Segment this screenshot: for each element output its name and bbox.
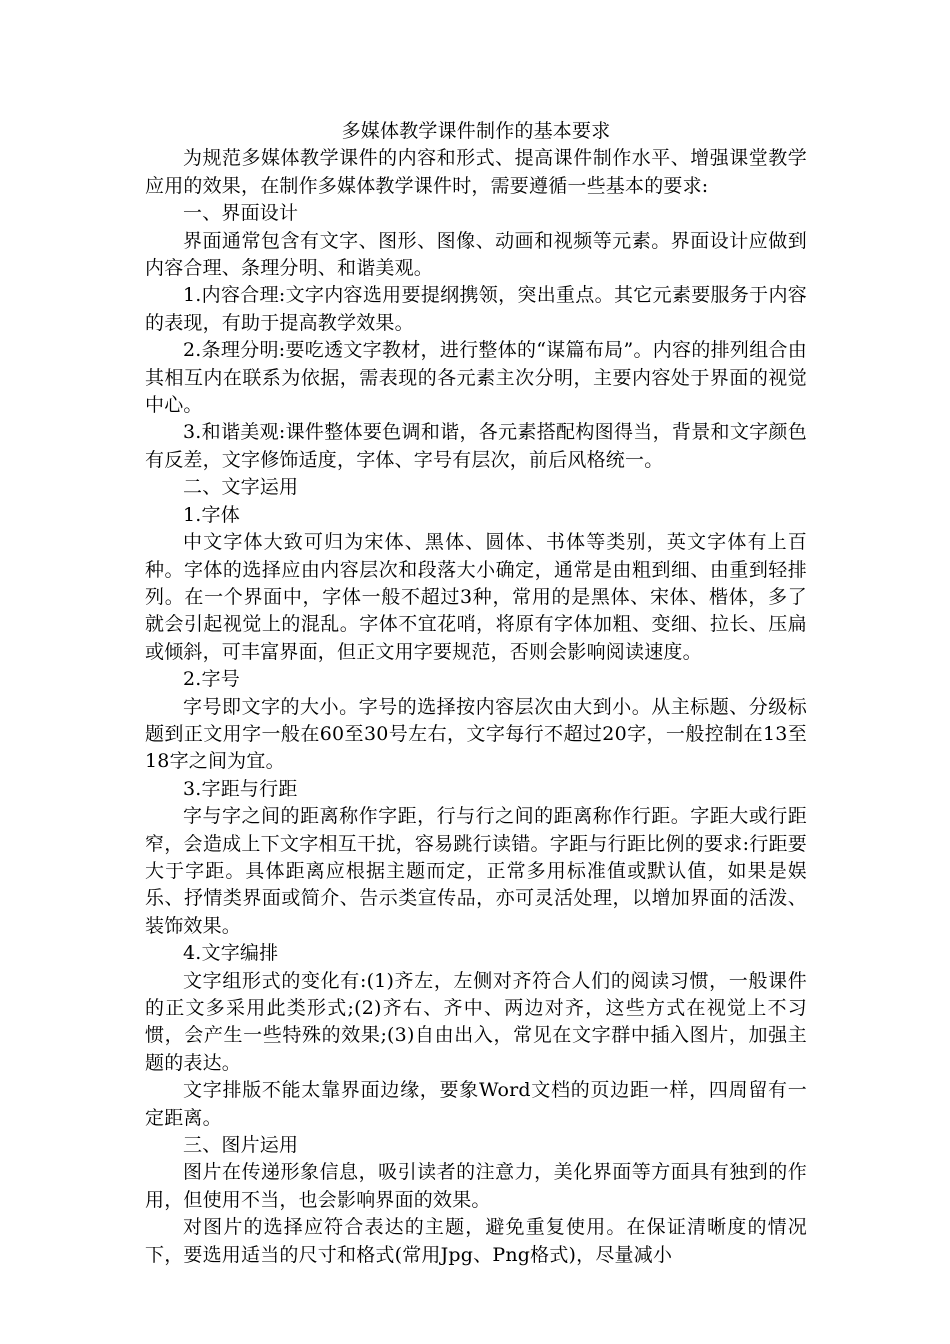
paragraph-image-selection: 对图片的选择应符合表达的主题，避免重复使用。在保证清晰度的情况下，要选用适当的尺寸和格式(常用Jpg、Png格式)，尽量减小	[145, 1216, 807, 1266]
paragraph-content-reasonable: 1.内容合理:文字内容选用要提纲携领，突出重点。其它元素要服务于内容的表现，有助于提高教学效果。	[145, 284, 807, 334]
paragraph-spacing: 字与字之间的距离称作字距，行与行之间的距离称作行距。字距大或行距窄，会造成上下文字相互干扰，容易跳行读错。字距与行距比例的要求:行距要大于字距。具体距离应根据主题而定，正常多用标准值或默认值，如果是娱乐、抒情类界面或简介、告示类宣传品，亦可灵活处理，以增加界面的活泼、装饰效果。	[145, 805, 807, 937]
paragraph-font: 中文字体大致可归为宋体、黑体、圆体、书体等类别，英文字体有上百种。字体的选择应由内容层次和段落大小确定，通常是由粗到细、由重到轻排列。在一个界面中，字体一般不超过3种，常用的是黑体、宋体、楷体，多了就会引起视觉上的混乱。字体不宜花哨，将原有字体加粗、变细、拉长、压扁或倾斜，可丰富界面，但正文用字要规范，否则会影响阅读速度。	[145, 531, 807, 663]
section-heading-image-usage: 三、图片运用	[183, 1134, 299, 1157]
subheading-font-size: 2.字号	[183, 668, 240, 691]
paragraph-intro: 为规范多媒体教学课件的内容和形式、提高课件制作水平、增强课堂教学应用的效果，在制作多媒体教学课件时，需要遵循一些基本的要求:	[145, 147, 807, 197]
subheading-spacing: 3.字距与行距	[183, 777, 298, 800]
document-body	[145, 118, 807, 1269]
subheading-text-layout: 4.文字编排	[183, 942, 279, 965]
document-title: 多媒体教学课件制作的基本要求	[341, 120, 611, 142]
subheading-font: 1.字体	[183, 503, 240, 526]
paragraph-font-size: 字号即文字的大小。字号的选择按内容层次由大到小。从主标题、分级标题到正文用字一般在60至30号左右，文字每行不超过20字，一般控制在13至18字之间为宜。	[145, 695, 807, 773]
paragraph-image-role: 图片在传递形象信息，吸引读者的注意力，美化界面等方面具有独到的作用，但使用不当，也会影响界面的效果。	[145, 1161, 807, 1211]
paragraph-text-layout: 文字组形式的变化有:(1)齐左，左侧对齐符合人们的阅读习惯，一般课件的正文多采用此类形式;(2)齐右、齐中、两边对齐，这些方式在视觉上不习惯，会产生一些特殊的效果;(3)自由出入，常见在文字群中插入图片，加强主题的表达。	[145, 969, 807, 1074]
paragraph-margins: 文字排版不能太靠界面边缘，要象Word文档的页边距一样，四周留有一定距离。	[145, 1079, 807, 1129]
paragraph-interface-overview: 界面通常包含有文字、图形、图像、动画和视频等元素。界面设计应做到内容合理、条理分明、和谐美观。	[145, 229, 807, 280]
paragraph-clear-structure: 2.条理分明:要吃透文字教材，进行整体的“谋篇布局”。内容的排列组合由其相互内在联系为依据，需表现的各元素主次分明，主要内容处于界面的视觉中心。	[145, 339, 807, 417]
paragraph-harmony: 3.和谐美观:课件整体要色调和谐，各元素搭配构图得当，背景和文字颜色有反差，文字修饰适度，字体、字号有层次，前后风格统一。	[145, 421, 807, 471]
section-heading-text-usage: 二、文字运用	[183, 476, 299, 499]
section-heading-interface-design: 一、界面设计	[183, 202, 299, 225]
